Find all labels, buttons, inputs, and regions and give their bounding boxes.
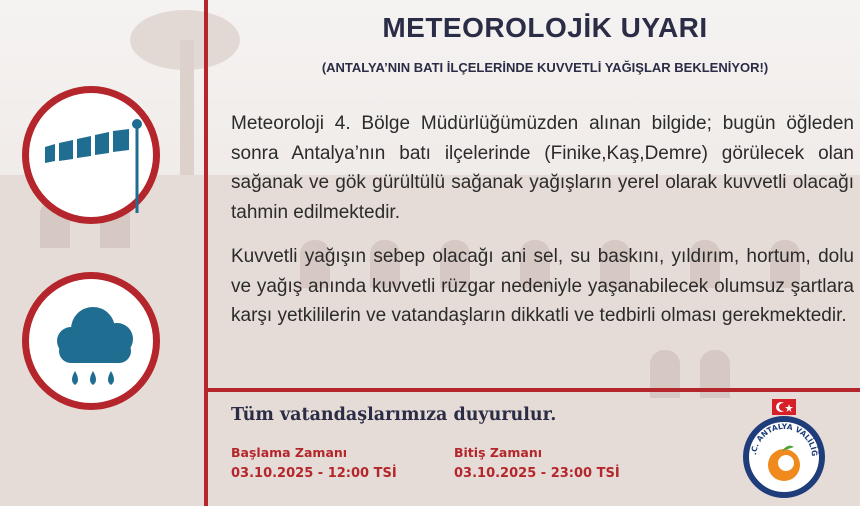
start-time-value: 03.10.2025 - 12:00 TSİ: [231, 466, 397, 481]
end-time-label: Bitiş Zamanı: [454, 445, 543, 460]
start-time-label: Başlama Zamanı: [231, 445, 348, 460]
antalya-governorship-logo: [734, 397, 834, 499]
divider-horizontal: [204, 388, 860, 392]
windsock-badge: [22, 86, 160, 224]
windsock-icon: [29, 93, 153, 217]
end-time-value: 03.10.2025 - 23:00 TSİ: [454, 466, 620, 481]
paragraph-forecast: Meteoroloji 4. Bölge Müdürlüğümüzden alınan bilgide; bugün öğleden sonra Antalya’nın batı ilçelerinde (Finike,Kaş,Demre) görülecek olan sağanak ve gök gürültülü sağanak yağışların yerel olarak kuvvetli olacağı tahmin edilmektedir.: [231, 113, 854, 223]
divider-vertical: [204, 0, 208, 506]
paragraph-warning: Kuvvetli yağışın sebep olacağı ani sel, su baskını, yıldırım, hortum, dolu ve yağış anında kuvvetli rüzgar nedeniyle yaşanabilecek olumsuz şartlara karşı yetkililerin ve vatandaşların dikkatli ve tedbirli olması gerekmektedir.: [231, 246, 854, 326]
rain-badge: [22, 272, 160, 410]
page-title: METEOROLOJİK UYARI: [382, 12, 708, 43]
logo-text: .C. ANTALYA VALİLİĞ: [749, 421, 820, 457]
page-subtitle: (ANTALYA’NIN BATI İLÇELERİNDE KUVVETLİ YAĞIŞLAR BEKLENİYOR!): [321, 60, 769, 75]
announcement-text: Tüm vatandaşlarımıza duyurulur.: [231, 405, 557, 425]
rain-cloud-icon: [29, 279, 153, 403]
